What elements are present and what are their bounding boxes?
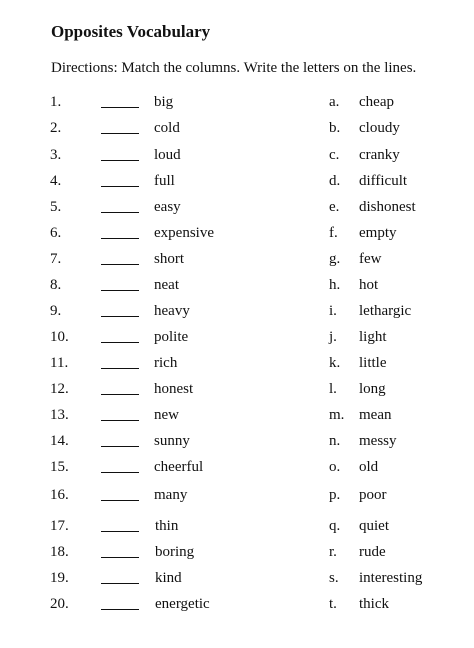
- prompt-word: sunny: [154, 433, 190, 449]
- option-letter: m.: [329, 407, 345, 423]
- option-letter: s.: [329, 570, 339, 586]
- option-word: quiet: [359, 518, 389, 534]
- question-row: [0, 595, 474, 613]
- question-number: 2.: [50, 120, 62, 136]
- question-number: 20.: [50, 596, 69, 612]
- option-letter: r.: [329, 544, 337, 560]
- option-letter: t.: [329, 596, 337, 612]
- question-row: [0, 543, 474, 561]
- answer-blank-line[interactable]: [101, 264, 139, 265]
- question-row: [0, 328, 474, 346]
- prompt-word: new: [154, 407, 179, 423]
- question-number: 4.: [50, 173, 62, 189]
- option-letter: h.: [329, 277, 341, 293]
- question-number: 10.: [50, 329, 69, 345]
- directions-text: Directions: Match the columns. Write the letters on the lines.: [51, 60, 417, 76]
- option-word: thick: [359, 596, 389, 612]
- option-letter: p.: [329, 487, 341, 503]
- answer-blank-line[interactable]: [101, 500, 139, 501]
- answer-blank-line[interactable]: [101, 290, 139, 291]
- answer-blank-line[interactable]: [101, 368, 139, 369]
- answer-blank-line[interactable]: [101, 186, 139, 187]
- question-number: 8.: [50, 277, 62, 293]
- answer-blank-line[interactable]: [101, 133, 139, 134]
- question-row: [0, 486, 474, 504]
- option-letter: c.: [329, 147, 340, 163]
- option-word: little: [359, 355, 387, 371]
- prompt-word: expensive: [154, 225, 214, 241]
- question-row: [0, 354, 474, 372]
- question-row: [0, 276, 474, 294]
- prompt-word: neat: [154, 277, 179, 293]
- option-letter: k.: [329, 355, 341, 371]
- prompt-word: short: [154, 251, 184, 267]
- answer-blank-line[interactable]: [101, 420, 139, 421]
- option-word: light: [359, 329, 387, 345]
- answer-blank-line[interactable]: [101, 557, 139, 558]
- prompt-word: honest: [154, 381, 194, 397]
- answer-blank-line[interactable]: [101, 609, 139, 610]
- question-row: [0, 224, 474, 242]
- option-letter: j.: [329, 329, 337, 345]
- worksheet-title: Opposites Vocabulary: [51, 22, 211, 41]
- question-number: 6.: [50, 225, 62, 241]
- prompt-word: cold: [154, 120, 180, 136]
- answer-blank-line[interactable]: [101, 446, 139, 447]
- question-row: [0, 146, 474, 164]
- answer-blank-line[interactable]: [101, 238, 139, 239]
- question-row: [0, 302, 474, 320]
- question-row: [0, 432, 474, 450]
- prompt-word: full: [154, 173, 175, 189]
- option-word: interesting: [359, 570, 423, 586]
- question-number: 11.: [50, 355, 69, 371]
- option-word: cranky: [359, 147, 400, 163]
- option-word: lethargic: [359, 303, 412, 319]
- prompt-word: heavy: [154, 303, 190, 319]
- prompt-word: cheerful: [154, 459, 204, 475]
- question-row: [0, 458, 474, 476]
- option-word: few: [359, 251, 382, 267]
- prompt-word: boring: [155, 544, 195, 560]
- question-row: [0, 517, 474, 535]
- option-letter: a.: [329, 94, 340, 110]
- question-number: 15.: [50, 459, 69, 475]
- answer-blank-line[interactable]: [101, 583, 139, 584]
- option-word: mean: [359, 407, 392, 423]
- prompt-word: easy: [154, 199, 181, 215]
- question-row: [0, 198, 474, 216]
- option-word: long: [359, 381, 386, 397]
- question-number: 5.: [50, 199, 62, 215]
- question-number: 14.: [50, 433, 69, 449]
- option-letter: l.: [329, 381, 337, 397]
- answer-blank-line[interactable]: [101, 212, 139, 213]
- question-row: [0, 569, 474, 587]
- option-letter: i.: [329, 303, 337, 319]
- option-letter: d.: [329, 173, 341, 189]
- option-letter: e.: [329, 199, 340, 215]
- prompt-word: big: [154, 94, 174, 110]
- question-number: 12.: [50, 381, 69, 397]
- option-word: cloudy: [359, 120, 400, 136]
- option-word: empty: [359, 225, 397, 241]
- question-number: 17.: [50, 518, 69, 534]
- option-word: messy: [359, 433, 397, 449]
- prompt-word: polite: [154, 329, 189, 345]
- question-number: 19.: [50, 570, 69, 586]
- answer-blank-line[interactable]: [101, 472, 139, 473]
- question-number: 3.: [50, 147, 62, 163]
- question-number: 1.: [50, 94, 62, 110]
- prompt-word: energetic: [155, 596, 210, 612]
- option-word: old: [359, 459, 379, 475]
- question-number: 18.: [50, 544, 69, 560]
- option-word: dishonest: [359, 199, 416, 215]
- prompt-word: thin: [155, 518, 179, 534]
- option-word: difficult: [359, 173, 408, 189]
- option-word: rude: [359, 544, 386, 560]
- question-row: [0, 172, 474, 190]
- prompt-word: loud: [154, 147, 181, 163]
- prompt-word: kind: [155, 570, 182, 586]
- option-letter: f.: [329, 225, 338, 241]
- question-row: [0, 93, 474, 111]
- option-letter: g.: [329, 251, 341, 267]
- option-letter: q.: [329, 518, 341, 534]
- answer-blank-line[interactable]: [101, 531, 139, 532]
- question-number: 9.: [50, 303, 62, 319]
- prompt-word: many: [154, 487, 188, 503]
- question-row: [0, 250, 474, 268]
- answer-blank-line[interactable]: [101, 316, 139, 317]
- option-word: poor: [359, 487, 387, 503]
- question-number: 7.: [50, 251, 62, 267]
- question-row: [0, 406, 474, 424]
- option-letter: o.: [329, 459, 341, 475]
- answer-blank-line[interactable]: [101, 394, 139, 395]
- prompt-word: rich: [154, 355, 178, 371]
- question-number: 16.: [50, 487, 69, 503]
- answer-blank-line[interactable]: [101, 107, 139, 108]
- option-word: hot: [359, 277, 379, 293]
- answer-blank-line[interactable]: [101, 160, 139, 161]
- option-letter: n.: [329, 433, 341, 449]
- question-row: [0, 119, 474, 137]
- answer-blank-line[interactable]: [101, 342, 139, 343]
- question-row: [0, 380, 474, 398]
- option-letter: b.: [329, 120, 341, 136]
- question-number: 13.: [50, 407, 69, 423]
- option-word: cheap: [359, 94, 394, 110]
